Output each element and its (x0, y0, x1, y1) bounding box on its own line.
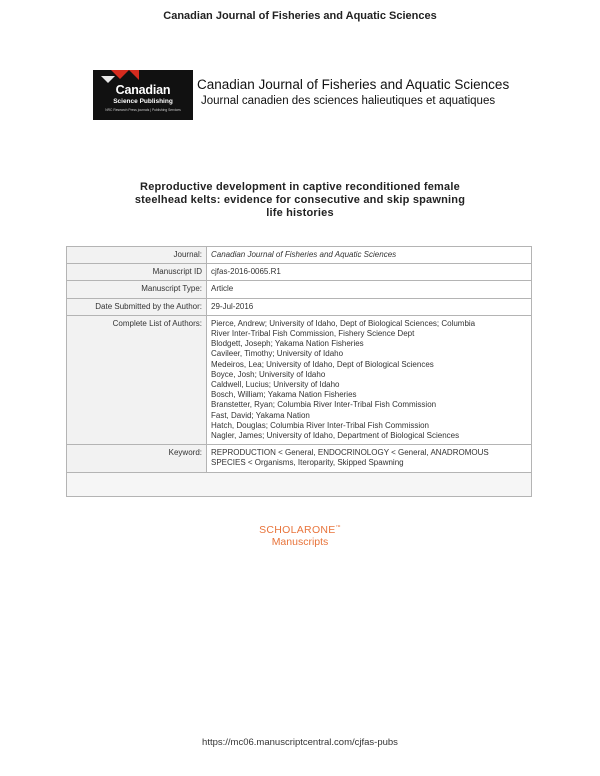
table-row-empty (67, 472, 532, 496)
masthead (93, 70, 513, 120)
journal-value: Canadian Journal of Fisheries and Aquatic Sciences (207, 247, 532, 264)
author-line: Fast, David; Yakama Nation (211, 410, 310, 420)
footer-url: https://mc06.manuscriptcentral.com/cjfas-pubs (202, 737, 398, 748)
author-line: Caldwell, Lucius; University of Idaho (211, 380, 340, 390)
date-submitted-value: 29-Jul-2016 (207, 298, 532, 315)
authors-label: Complete List of Authors: (67, 315, 207, 444)
authors-list (207, 315, 532, 444)
keyword-value (207, 445, 532, 472)
author-line: Medeiros, Lea; University of Idaho, Dept of Biological Sciences (211, 359, 434, 369)
manuscript-id-value: cjfas-2016-0065.R1 (207, 264, 532, 281)
publisher-logo (93, 70, 193, 120)
paper-title (0, 181, 600, 220)
table-row (67, 445, 532, 472)
table-row (67, 315, 532, 444)
empty-cell (67, 472, 532, 496)
journal-name-french: Journal canadien des sciences halieutiques et aquatiques (201, 95, 496, 107)
keyword-label: Keyword: (67, 445, 207, 472)
trademark-symbol: ™ (335, 524, 341, 531)
author-line: Pierce, Andrew; University of Idaho, Dept of Biological Sciences; Columbia (211, 318, 476, 328)
logo-text-science-publishing: Science Publishing (113, 98, 173, 105)
scholarone-sub: Manuscripts (271, 536, 329, 548)
author-line: Blodgett, Joseph; Yakama Nation Fisheries (211, 339, 364, 349)
manuscript-id-label: Manuscript ID (67, 264, 207, 281)
author-line: Nagler, James; University of Idaho, Department of Biological Sciences (211, 431, 460, 441)
logo-text-canadian: Canadian (115, 83, 171, 97)
author-line: Branstetter, Ryan; Columbia River Inter-Tribal Fish Commission (211, 400, 437, 410)
table-row (67, 298, 532, 315)
table-row (67, 247, 532, 264)
journal-label: Journal: (67, 247, 207, 264)
paper-title-line: life histories (266, 207, 334, 219)
paper-title-line: Reproductive development in captive reconditioned female (140, 181, 460, 193)
manuscript-metadata-table (66, 246, 532, 497)
keyword-line: SPECIES < Organisms, Iteroparity, Skipped Spawning (211, 458, 404, 468)
paper-title-line: steelhead kelts: evidence for consecutive and skip spawning (134, 194, 466, 206)
author-line: River Inter-Tribal Fish Commission, Fishery Science Dept (211, 329, 415, 339)
author-line: Hatch, Douglas; Columbia River Inter-Tribal Fish Commission (211, 420, 429, 430)
running-head: Canadian Journal of Fisheries and Aquatic Sciences (163, 10, 437, 22)
table-row (67, 264, 532, 281)
manuscript-type-value: Article (207, 281, 532, 298)
date-submitted-label: Date Submitted by the Author: (67, 298, 207, 315)
keyword-line: REPRODUCTION < General, ENDOCRINOLOGY < General, ANADROMOUS (211, 448, 489, 458)
manuscript-type-label: Manuscript Type: (67, 281, 207, 298)
logo-tagline: NRC Research Press journals | Publishing Services (105, 108, 181, 112)
scholarone-logo (0, 524, 600, 548)
scholarone-brand: SCHOLARONE (259, 524, 336, 536)
author-line: Cavileer, Timothy; University of Idaho (211, 349, 344, 359)
author-line: Bosch, William; Yakama Nation Fisheries (211, 390, 357, 400)
table-row (67, 281, 532, 298)
journal-name-english: Canadian Journal of Fisheries and Aquatic Sciences (197, 77, 510, 92)
author-line: Boyce, Josh; University of Idaho (211, 369, 326, 379)
